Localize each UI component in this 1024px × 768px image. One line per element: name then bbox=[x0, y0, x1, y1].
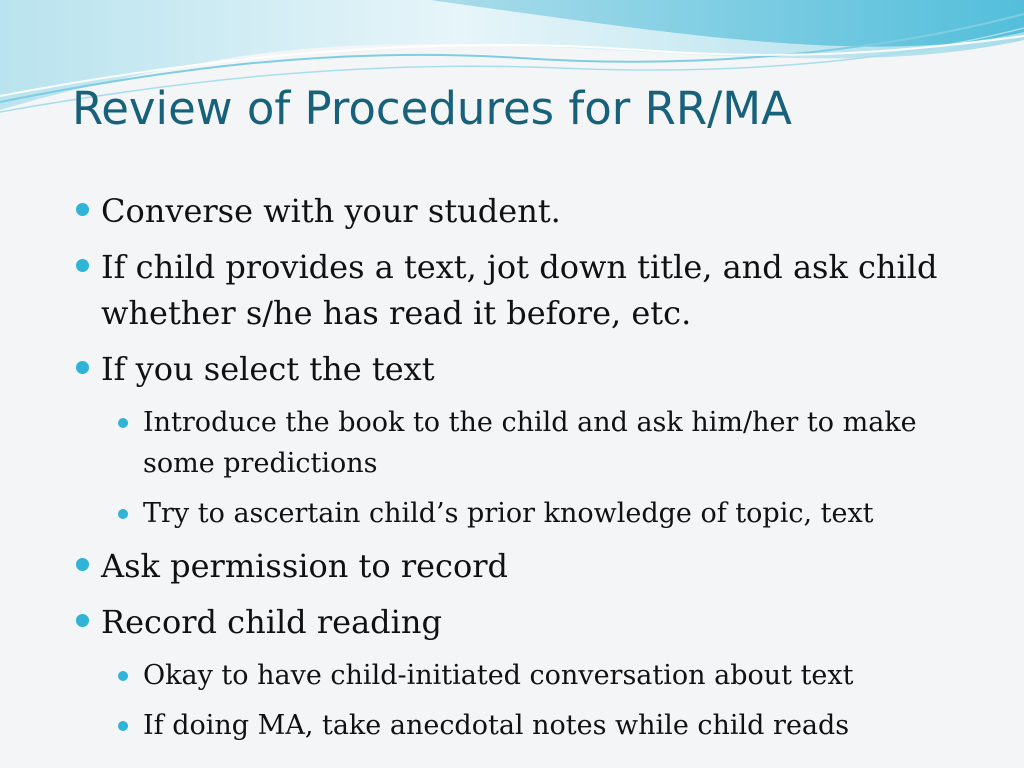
bullet-dot-icon bbox=[76, 361, 89, 374]
bullet-text: Ask permission to record bbox=[101, 547, 509, 585]
bullet-dot-icon bbox=[76, 203, 89, 216]
bullet-item bbox=[72, 188, 972, 234]
sub-bullet-dot-icon bbox=[118, 721, 128, 731]
sub-bullet-text: Okay to have child-initiated conversation about text bbox=[143, 660, 854, 691]
sub-bullet-item bbox=[72, 655, 972, 696]
bullet-text: If child provides a text, jot down title, and ask child whether s/he has read it before, etc. bbox=[101, 248, 938, 332]
sub-bullet-item bbox=[72, 402, 972, 484]
sub-bullet-dot-icon bbox=[118, 509, 128, 519]
bullet-text: Converse with your student. bbox=[101, 192, 561, 230]
bullet-item bbox=[72, 244, 972, 336]
bullet-dot-icon bbox=[76, 259, 89, 272]
sub-bullet-dot-icon bbox=[118, 671, 128, 681]
bullet-dot-icon bbox=[76, 558, 89, 571]
sub-bullet-item bbox=[72, 493, 972, 534]
bullet-text: Record child reading bbox=[101, 603, 442, 641]
bullet-item bbox=[72, 599, 972, 645]
slide-title: Review of Procedures for RR/MA bbox=[72, 82, 792, 135]
bullet-item bbox=[72, 543, 972, 589]
sub-bullet-text: If doing MA, take anecdotal notes while child reads bbox=[143, 710, 850, 741]
sub-bullet-text: Try to ascertain child’s prior knowledge of topic, text bbox=[143, 498, 874, 529]
sub-bullet-item bbox=[72, 705, 972, 746]
bullet-dot-icon bbox=[76, 614, 89, 627]
sub-bullet-dot-icon bbox=[118, 418, 128, 428]
bullet-text: If you select the text bbox=[101, 350, 435, 388]
sub-bullet-text: Introduce the book to the child and ask him/her to make some predictions bbox=[143, 407, 917, 479]
bullet-item bbox=[72, 346, 972, 392]
bullet-list bbox=[72, 188, 972, 755]
